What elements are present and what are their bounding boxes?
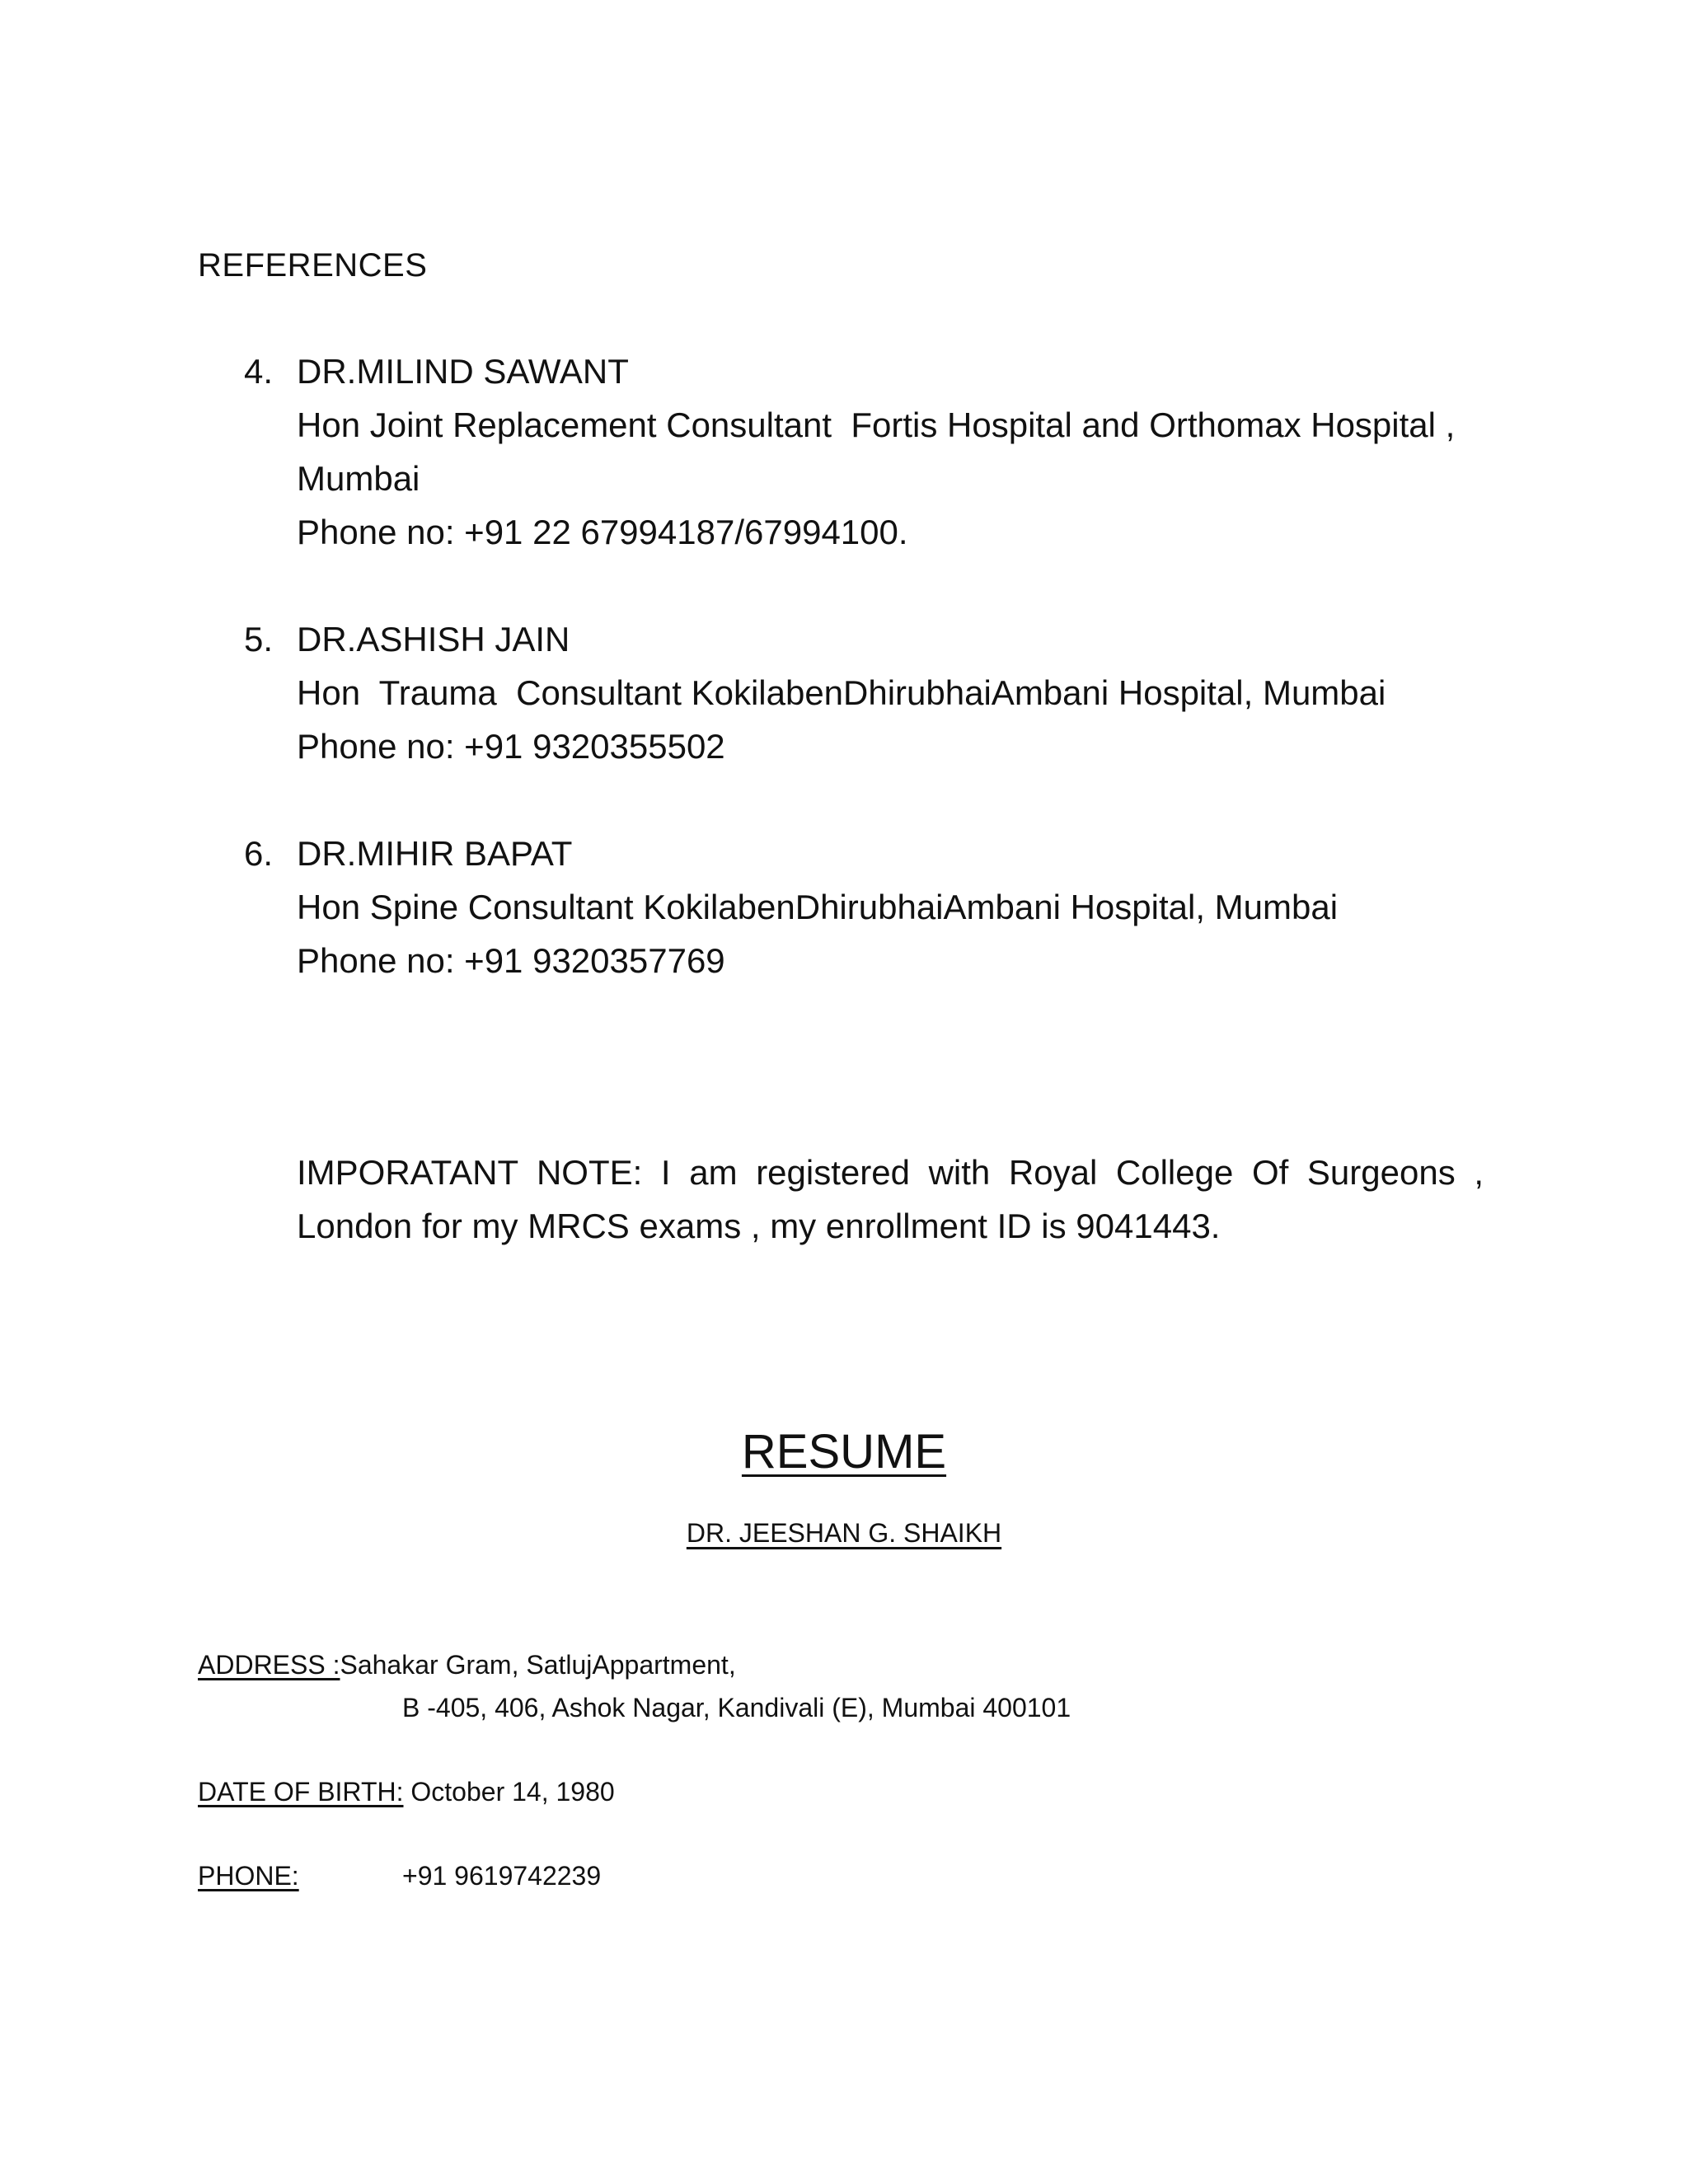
reference-number: 5. bbox=[244, 620, 274, 658]
address-line-1: Sahakar Gram, SatlujAppartment, bbox=[340, 1650, 736, 1680]
dob-label: DATE OF BIRTH: bbox=[198, 1777, 404, 1807]
resume-title: RESUME bbox=[741, 1425, 947, 1479]
reference-name: DR.MIHIR BAPAT bbox=[297, 834, 573, 873]
phone-row bbox=[198, 1856, 299, 1896]
reference-number: 6. bbox=[244, 834, 274, 873]
reference-detail: Hon Spine Consultant KokilabenDhirubhaiAmbani Hospital, Mumbai bbox=[297, 888, 1339, 926]
references-list bbox=[198, 344, 1484, 1041]
reference-detail: Mumbai bbox=[297, 459, 420, 498]
reference-phone: Phone no: +91 9320355502 bbox=[297, 727, 725, 766]
reference-phone: Phone no: +91 22 67994187/67994100. bbox=[297, 513, 908, 551]
important-note: IMPORATANT NOTE: I am registered with Royal College Of Surgeons , London for my MRCS exams , my enrollment ID is 9041443. bbox=[297, 1153, 1484, 1245]
reference-item bbox=[198, 827, 1484, 987]
reference-detail: Hon Joint Replacement Consultant Fortis Hospital and Orthomax Hospital , bbox=[297, 405, 1456, 444]
resume-name: DR. JEESHAN G. SHAIKH bbox=[686, 1518, 1002, 1548]
reference-item bbox=[198, 612, 1484, 773]
reference-number: 4. bbox=[244, 352, 274, 391]
reference-name: DR.ASHISH JAIN bbox=[297, 620, 570, 658]
reference-detail: Hon Trauma Consultant KokilabenDhirubhaiAmbani Hospital, Mumbai bbox=[297, 673, 1386, 712]
reference-phone: Phone no: +91 9320357769 bbox=[297, 941, 725, 980]
address-row bbox=[198, 1645, 736, 1685]
phone-value: +91 9619742239 bbox=[402, 1861, 602, 1891]
address-line-2: B -405, 406, Ashok Nagar, Kandivali (E), Mumbai 400101 bbox=[402, 1693, 1071, 1722]
reference-name: DR.MILIND SAWANT bbox=[297, 352, 629, 391]
dob-value: October 14, 1980 bbox=[403, 1777, 615, 1807]
reference-item bbox=[198, 344, 1484, 559]
phone-label: PHONE: bbox=[198, 1861, 299, 1891]
references-heading: REFERENCES bbox=[198, 247, 428, 284]
address-label: ADDRESS : bbox=[198, 1650, 340, 1680]
dob-row bbox=[198, 1772, 615, 1811]
